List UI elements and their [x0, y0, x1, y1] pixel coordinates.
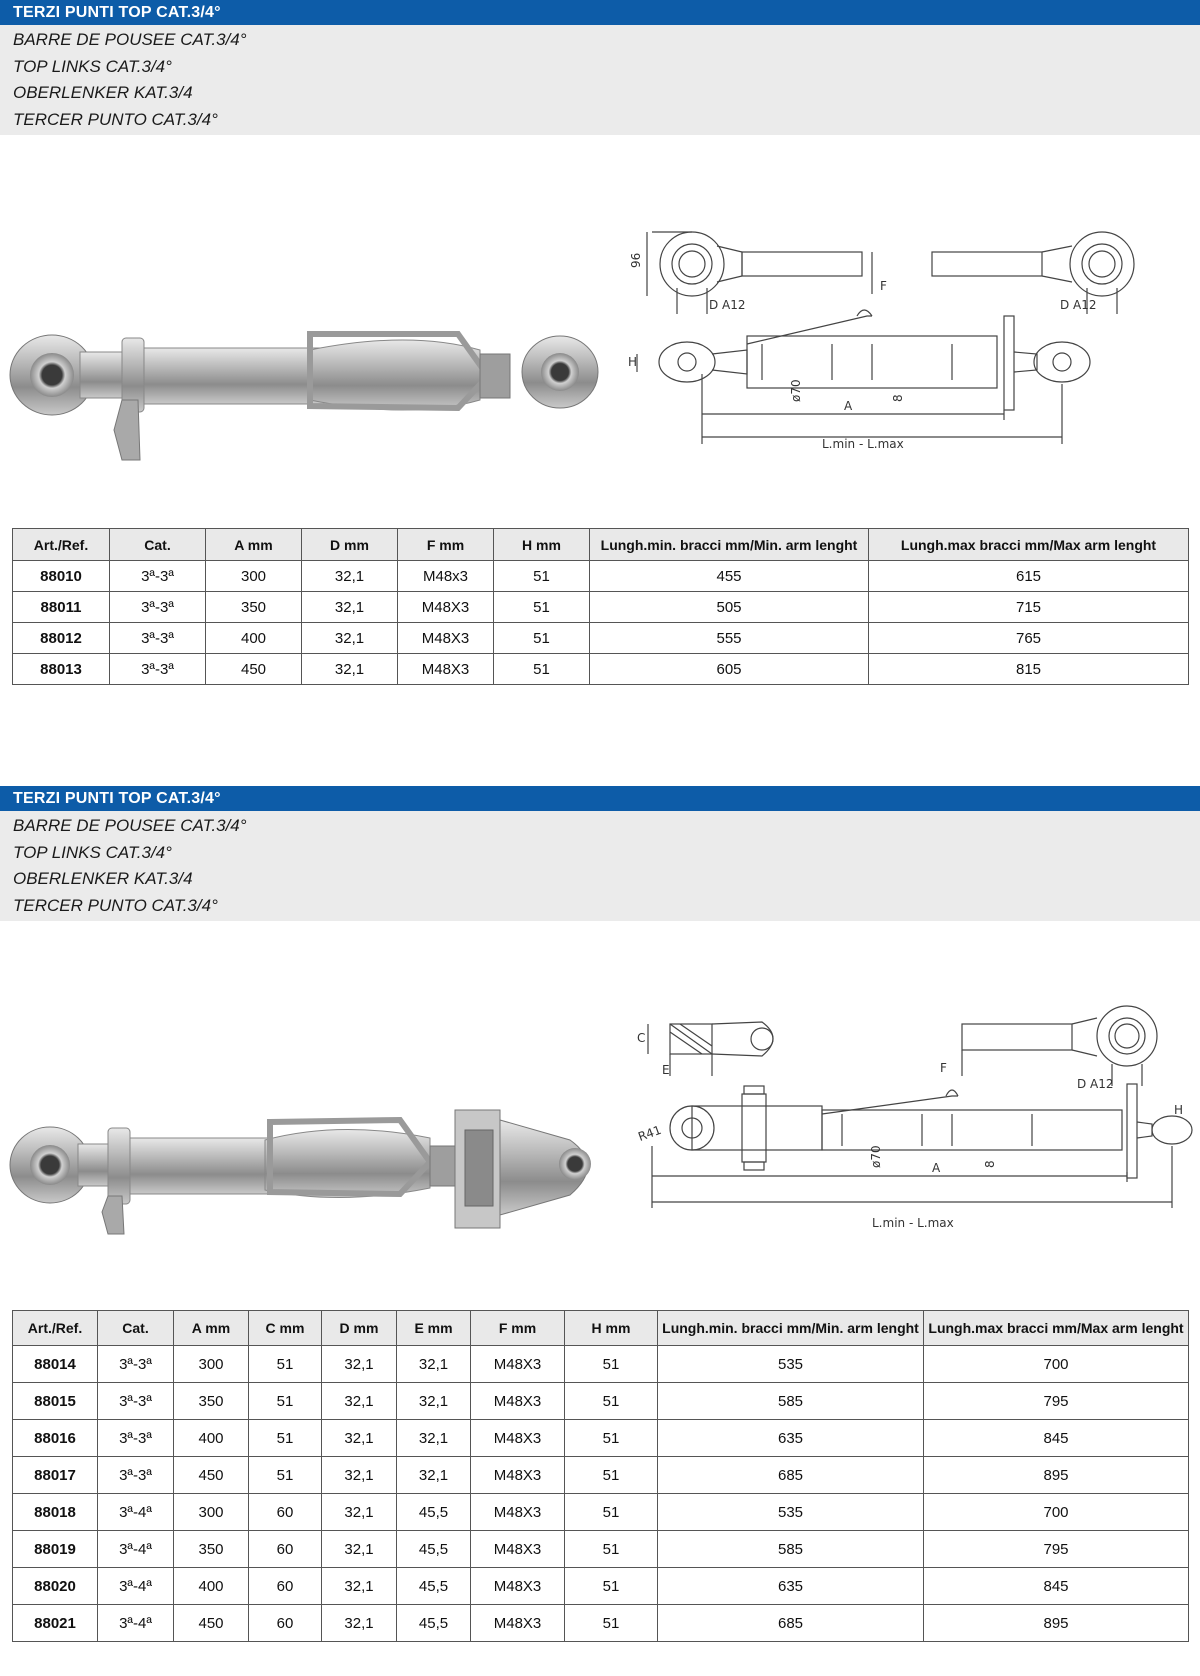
- a-label: A: [844, 399, 853, 413]
- cell-a: 350: [206, 592, 302, 623]
- cell-f: M48X3: [471, 1457, 565, 1494]
- table-row: [13, 623, 1189, 654]
- col-header-f: F mm: [398, 529, 494, 561]
- cell-f: M48X3: [471, 1346, 565, 1383]
- section-2-title: TERZI PUNTI TOP CAT.3/4°: [0, 786, 1200, 811]
- d-a12-right-label: D A12: [1060, 298, 1097, 312]
- cell-ref: 88018: [13, 1494, 98, 1531]
- cell-d: 32,1: [302, 654, 398, 685]
- cell-min-length: 685: [658, 1605, 924, 1642]
- col-header-f: F mm: [471, 1311, 565, 1346]
- cell-max-length: 795: [924, 1383, 1189, 1420]
- cell-h: 51: [565, 1494, 658, 1531]
- cell-ref: 88020: [13, 1568, 98, 1605]
- cell-cat: 3ª-3ª: [110, 623, 206, 654]
- cell-d: 32,1: [302, 561, 398, 592]
- cell-max-length: 700: [924, 1346, 1189, 1383]
- cell-min-length: 585: [658, 1531, 924, 1568]
- col-header-h: H mm: [565, 1311, 658, 1346]
- cell-d: 32,1: [322, 1383, 397, 1420]
- cell-max-length: 845: [924, 1568, 1189, 1605]
- cell-h: 51: [565, 1420, 658, 1457]
- d-a12-label-2: D A12: [1077, 1077, 1114, 1091]
- cell-min-length: 535: [658, 1494, 924, 1531]
- cell-min-length: 605: [590, 654, 869, 685]
- spec-table-2: [12, 1310, 1189, 1642]
- cell-e: 45,5: [397, 1605, 471, 1642]
- cell-ref: 88011: [13, 592, 110, 623]
- cell-min-length: 555: [590, 623, 869, 654]
- cell-a: 450: [206, 654, 302, 685]
- cell-f: M48X3: [471, 1383, 565, 1420]
- d-a12-left-label: D A12: [709, 298, 746, 312]
- cell-max-length: 615: [869, 561, 1189, 592]
- col-header-h: H mm: [494, 529, 590, 561]
- cell-f: M48X3: [398, 623, 494, 654]
- cell-ref: 88017: [13, 1457, 98, 1494]
- cell-ref: 88012: [13, 623, 110, 654]
- cell-ref: 88019: [13, 1531, 98, 1568]
- col-header-max-length: Lungh.max bracci mm/Max arm lenght: [869, 529, 1189, 561]
- col-header-cat: Cat.: [110, 529, 206, 561]
- cell-e: 32,1: [397, 1346, 471, 1383]
- cell-min-length: 505: [590, 592, 869, 623]
- cell-min-length: 635: [658, 1568, 924, 1605]
- cell-f: M48X3: [398, 592, 494, 623]
- col-header-cat: Cat.: [98, 1311, 174, 1346]
- cell-d: 32,1: [322, 1420, 397, 1457]
- cell-c: 60: [249, 1568, 322, 1605]
- table-row: [13, 561, 1189, 592]
- subtitle-en: TOP LINKS CAT.3/4°: [13, 842, 172, 862]
- cell-a: 400: [174, 1420, 249, 1457]
- cell-a: 300: [206, 561, 302, 592]
- cell-h: 51: [565, 1383, 658, 1420]
- cell-max-length: 895: [924, 1605, 1189, 1642]
- cell-e: 32,1: [397, 1457, 471, 1494]
- cell-f: M48X3: [471, 1494, 565, 1531]
- cell-a: 350: [174, 1531, 249, 1568]
- r41-label: R41: [636, 1122, 664, 1144]
- cell-h: 51: [565, 1346, 658, 1383]
- cell-d: 32,1: [322, 1494, 397, 1531]
- table-header-row: [13, 1311, 1189, 1346]
- cell-cat: 3ª-4ª: [98, 1494, 174, 1531]
- table-row: [13, 1457, 1189, 1494]
- cell-d: 32,1: [322, 1568, 397, 1605]
- cell-a: 450: [174, 1605, 249, 1642]
- cell-d: 32,1: [322, 1346, 397, 1383]
- cell-max-length: 765: [869, 623, 1189, 654]
- cell-a: 400: [174, 1568, 249, 1605]
- subtitle-fr: BARRE DE POUSEE CAT.3/4°: [13, 30, 247, 49]
- cell-d: 32,1: [302, 592, 398, 623]
- h-label: H: [628, 355, 638, 369]
- col-header-c: C mm: [249, 1311, 322, 1346]
- col-header-min-length: Lungh.min. bracci mm/Min. arm lenght: [590, 529, 869, 561]
- cell-c: 60: [249, 1531, 322, 1568]
- cell-f: M48X3: [398, 654, 494, 685]
- cell-a: 300: [174, 1346, 249, 1383]
- cell-e: 32,1: [397, 1383, 471, 1420]
- table-header-row: [13, 529, 1189, 561]
- cell-cat: 3ª-4ª: [98, 1568, 174, 1605]
- cell-e: 45,5: [397, 1568, 471, 1605]
- top-link-technical-drawing: [628, 224, 1152, 484]
- cell-a: 300: [174, 1494, 249, 1531]
- cell-c: 60: [249, 1605, 322, 1642]
- cell-a: 350: [174, 1383, 249, 1420]
- cell-h: 51: [565, 1457, 658, 1494]
- cell-e: 45,5: [397, 1531, 471, 1568]
- section-2-subtitles: [0, 811, 1200, 921]
- table-row: [13, 1531, 1189, 1568]
- cell-d: 32,1: [322, 1605, 397, 1642]
- cell-ref: 88014: [13, 1346, 98, 1383]
- cell-h: 51: [565, 1531, 658, 1568]
- cell-cat: 3ª-3ª: [110, 592, 206, 623]
- subtitle-de: OBERLENKER KAT.3/4: [13, 83, 193, 102]
- col-header-ref: Art./Ref.: [13, 529, 110, 561]
- cell-max-length: 815: [869, 654, 1189, 685]
- cell-min-length: 635: [658, 1420, 924, 1457]
- cell-cat: 3ª-3ª: [98, 1457, 174, 1494]
- c-label: C: [637, 1031, 646, 1045]
- top-link-photo: [10, 320, 600, 470]
- cell-cat: 3ª-4ª: [98, 1605, 174, 1642]
- cell-c: 51: [249, 1346, 322, 1383]
- cell-h: 51: [494, 623, 590, 654]
- cell-h: 51: [494, 592, 590, 623]
- e-label: E: [662, 1063, 670, 1077]
- cell-a: 450: [174, 1457, 249, 1494]
- cell-cat: 3ª-3ª: [98, 1383, 174, 1420]
- dim-96-label: 96: [629, 252, 643, 268]
- cell-min-length: 685: [658, 1457, 924, 1494]
- lmin-lmax-label: L.min - L.max: [822, 437, 904, 451]
- cell-e: 45,5: [397, 1494, 471, 1531]
- dia70-label-2: ø70: [869, 1145, 883, 1168]
- cell-e: 32,1: [397, 1420, 471, 1457]
- cell-f: M48X3: [471, 1605, 565, 1642]
- cell-a: 400: [206, 623, 302, 654]
- col-header-ref: Art./Ref.: [13, 1311, 98, 1346]
- col-header-a: A mm: [174, 1311, 249, 1346]
- cell-max-length: 795: [924, 1531, 1189, 1568]
- cell-min-length: 585: [658, 1383, 924, 1420]
- cell-c: 51: [249, 1420, 322, 1457]
- cell-max-length: 845: [924, 1420, 1189, 1457]
- top-link-with-clevis-technical-drawing: [632, 1006, 1182, 1236]
- lmin-lmax-label-2: L.min - L.max: [872, 1216, 954, 1230]
- table-row: [13, 1605, 1189, 1642]
- top-link-with-clevis-photo: [10, 1100, 610, 1240]
- cell-c: 60: [249, 1494, 322, 1531]
- cell-max-length: 895: [924, 1457, 1189, 1494]
- cell-ref: 88016: [13, 1420, 98, 1457]
- cell-c: 51: [249, 1457, 322, 1494]
- cell-cat: 3ª-3ª: [98, 1420, 174, 1457]
- eight-label-2: 8: [983, 1160, 997, 1168]
- cell-h: 51: [494, 561, 590, 592]
- cell-f: M48x3: [398, 561, 494, 592]
- cell-cat: 3ª-4ª: [98, 1531, 174, 1568]
- cell-h: 51: [565, 1605, 658, 1642]
- cell-d: 32,1: [322, 1457, 397, 1494]
- table-row: [13, 1568, 1189, 1605]
- section-1-subtitles: [0, 25, 1200, 135]
- f-label: F: [880, 279, 887, 293]
- cell-max-length: 700: [924, 1494, 1189, 1531]
- eight-label: 8: [891, 394, 905, 402]
- table-row: [13, 1383, 1189, 1420]
- col-header-min-length: Lungh.min. bracci mm/Min. arm lenght: [658, 1311, 924, 1346]
- cell-min-length: 535: [658, 1346, 924, 1383]
- cell-f: M48X3: [471, 1531, 565, 1568]
- a-label-2: A: [932, 1161, 941, 1175]
- cell-d: 32,1: [302, 623, 398, 654]
- cell-cat: 3ª-3ª: [98, 1346, 174, 1383]
- cell-cat: 3ª-3ª: [110, 654, 206, 685]
- col-header-max-length: Lungh.max bracci mm/Max arm lenght: [924, 1311, 1189, 1346]
- h-label-2: H: [1174, 1103, 1184, 1117]
- cell-h: 51: [565, 1568, 658, 1605]
- subtitle-fr: BARRE DE POUSEE CAT.3/4°: [13, 816, 247, 835]
- f-label-2: F: [940, 1061, 947, 1075]
- cell-ref: 88010: [13, 561, 110, 592]
- subtitle-es: TERCER PUNTO CAT.3/4°: [13, 895, 218, 915]
- cell-f: M48X3: [471, 1420, 565, 1457]
- cell-ref: 88013: [13, 654, 110, 685]
- col-header-d: D mm: [302, 529, 398, 561]
- cell-ref: 88021: [13, 1605, 98, 1642]
- table-row: [13, 1346, 1189, 1383]
- cell-cat: 3ª-3ª: [110, 561, 206, 592]
- col-header-d: D mm: [322, 1311, 397, 1346]
- cell-max-length: 715: [869, 592, 1189, 623]
- cell-f: M48X3: [471, 1568, 565, 1605]
- cell-c: 51: [249, 1383, 322, 1420]
- table-row: [13, 1494, 1189, 1531]
- table-row: [13, 592, 1189, 623]
- table-row: [13, 654, 1189, 685]
- cell-min-length: 455: [590, 561, 869, 592]
- cell-d: 32,1: [322, 1531, 397, 1568]
- subtitle-es: TERCER PUNTO CAT.3/4°: [13, 109, 218, 129]
- section-1-title: TERZI PUNTI TOP CAT.3/4°: [0, 0, 1200, 25]
- col-header-a: A mm: [206, 529, 302, 561]
- table-row: [13, 1420, 1189, 1457]
- subtitle-de: OBERLENKER KAT.3/4: [13, 869, 193, 888]
- cell-h: 51: [494, 654, 590, 685]
- spec-table-1: [12, 528, 1189, 685]
- dia70-label: ø70: [789, 379, 803, 402]
- col-header-e: E mm: [397, 1311, 471, 1346]
- cell-ref: 88015: [13, 1383, 98, 1420]
- subtitle-en: TOP LINKS CAT.3/4°: [13, 56, 172, 76]
